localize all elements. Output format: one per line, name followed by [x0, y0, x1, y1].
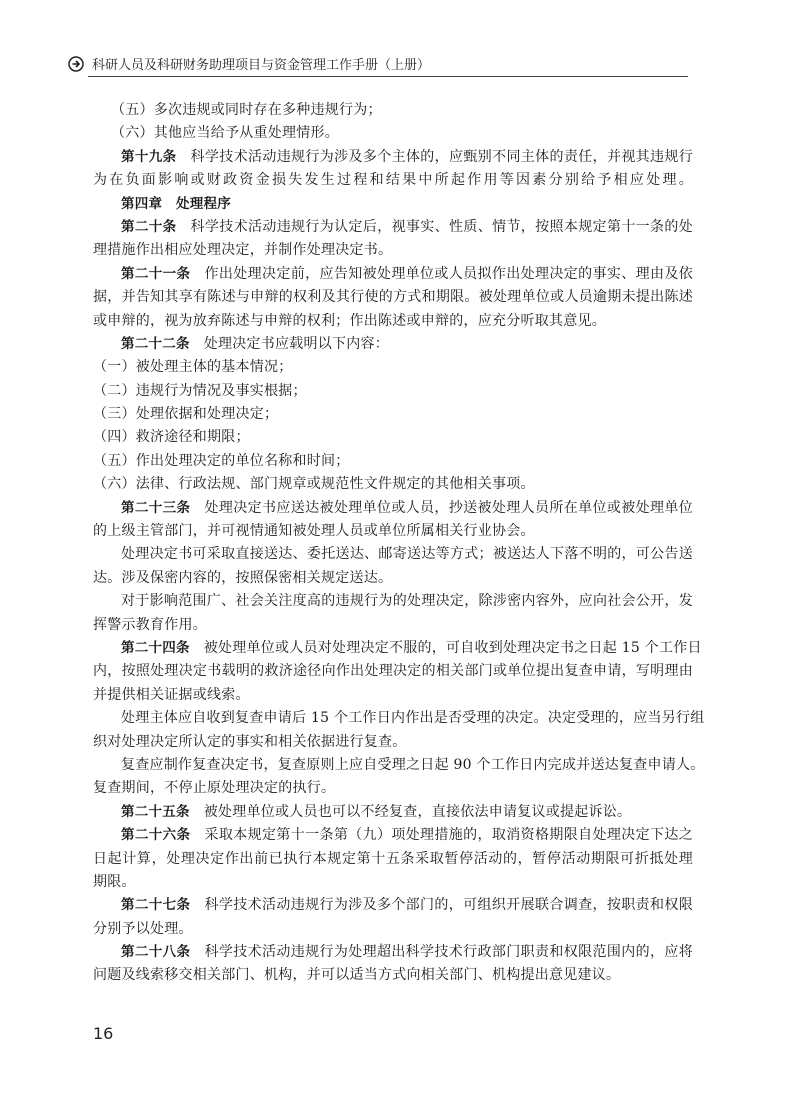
- text-line: 处理主体应自收到复查申请后 15 个工作日内作出是否受理的决定。决定受理的，应当另行组: [121, 710, 705, 727]
- text-line: 被处理单位或人员也可以不经复查，直接依法申请复议或提起诉讼。: [203, 803, 632, 820]
- text-line: 对于影响范围广、社会关注度高的违规行为的处理决定，除涉密内容外，应向社会公开，发: [121, 593, 693, 610]
- page-body: [93, 99, 705, 988]
- article-number: 第二十二条: [121, 335, 190, 352]
- text-line: 达。涉及保密内容的，按照保密相关规定送达。: [93, 569, 393, 586]
- article-line: [93, 894, 693, 917]
- article-line: [93, 637, 702, 660]
- text-line: 科学技术活动违规行为处理超出科学技术行政部门职责和权限范围内的，应将: [204, 944, 693, 961]
- text-line: 挥警示教育作用。: [93, 616, 207, 633]
- list-item: （四）救济途径和期限；: [93, 429, 250, 446]
- list-item: （二）违规行为情况及事实根据；: [93, 382, 307, 399]
- page-number: 16: [93, 1024, 114, 1043]
- chapter-heading: 第四章 处理程序: [121, 195, 231, 212]
- article-line: [93, 497, 693, 520]
- text-line: 采取本规定第十一条第（九）项处理措施的，取消资格期限自处理决定下达之: [204, 827, 693, 844]
- article-number: 第二十三条: [121, 499, 191, 516]
- header-rule: [88, 76, 688, 77]
- text-line: 复查应制作复查决定书，复查原则上应自受理之日起 90 个工作日内完成并送达复查申请人。: [121, 756, 705, 773]
- text-line: 问题及线索移交相关部门、机构，并可以适当方式向相关部门、机构提出意见建议。: [93, 967, 621, 984]
- article-number: 第二十六条: [121, 827, 191, 844]
- text-line: 作出处理决定前，应告知被处理单位或人员拟作出处理决定的事实、理由及依: [204, 265, 693, 282]
- text-line: （六）其他应当给予从重处理情形。: [111, 125, 339, 142]
- text-line: 科学技术活动违规行为涉及多个部门的，可组织开展联合调查，按职责和权限: [204, 897, 693, 914]
- text-line: 日起计算，处理决定作出前已执行本规定第十五条采取暂停活动的，暂停活动期限可折抵处理: [93, 850, 693, 867]
- article-number: 第二十七条: [121, 897, 191, 914]
- text-line: 处理决定书应送达被处理单位或人员，抄送被处理人员所在单位或被处理单位: [204, 499, 693, 516]
- article-number: 第二十四条: [121, 639, 190, 656]
- article-line: [93, 801, 693, 824]
- text-line: 并提供相关证据或线索。: [93, 686, 250, 703]
- article-line: [93, 333, 693, 356]
- text-line: 处理决定书应载明以下内容：: [203, 335, 389, 352]
- list-item: （五）作出处理决定的单位名称和时间；: [93, 452, 350, 469]
- article-number: 第十九条: [121, 148, 177, 165]
- article-line: [93, 216, 693, 239]
- article-number: 第二十五条: [121, 803, 190, 820]
- running-header: [68, 52, 688, 78]
- text-line: 织对处理决定所认定的事实和相关依据进行复查。: [93, 733, 407, 750]
- article-line: [93, 263, 693, 286]
- article-line: [93, 941, 693, 964]
- article-line: [93, 146, 693, 169]
- text-line: 被处理单位或人员对处理决定不服的，可自收到处理决定书之日起 15 个工作日: [203, 639, 702, 656]
- list-item: （一）被处理主体的基本情况；: [93, 359, 293, 376]
- article-line: [93, 824, 693, 847]
- text-line: 据，并告知其享有陈述与申辩的权利及其行使的方式和期限。被处理单位或人员逾期未提出陈述: [93, 289, 693, 306]
- text-line: 的上级主管部门，并可视情通知被处理人员或单位所属相关行业协会。: [93, 523, 535, 540]
- text-line: 科学技术活动违规行为涉及多个主体的，应甄别不同主体的责任，并视其违规行: [190, 148, 693, 165]
- circled-arrow-right-icon: [68, 56, 84, 72]
- text-line: 为在负面影响或财政资金损失发生过程和结果中所起作用等因素分别给予相应处理。: [93, 172, 693, 189]
- text-line: 科学技术活动违规行为认定后，视事实、性质、情节，按照本规定第十一条的处: [190, 218, 693, 235]
- text-line: 理措施作出相应处理决定，并制作处理决定书。: [93, 242, 393, 259]
- article-number: 第二十一条: [121, 265, 191, 282]
- header-title: 科研人员及科研财务助理项目与资金管理工作手册（上册）: [92, 58, 431, 73]
- text-line: 分别予以处理。: [93, 920, 193, 937]
- text-line: 期限。: [93, 873, 136, 890]
- text-line: 处理决定书可采取直接送达、委托送达、邮寄送达等方式；被送达人下落不明的，可公告送: [121, 546, 693, 563]
- article-number: 第二十八条: [121, 944, 191, 961]
- text-line: 或申辩的，视为放弃陈述与申辩的权利；作出陈述或申辩的，应充分听取其意见。: [93, 312, 606, 329]
- text-line: （五）多次违规或同时存在多种违规行为；: [111, 102, 382, 118]
- list-item: （三）处理依据和处理决定；: [93, 406, 279, 423]
- article-number: 第二十条: [121, 218, 177, 235]
- text-line: 内，按照处理决定书载明的救济途径向作出处理决定的相关部门或单位提出复查申请，写明理由: [93, 663, 693, 680]
- list-item: （六）法律、行政法规、部门规章或规范性文件规定的其他相关事项。: [93, 476, 535, 493]
- text-line: 复查期间，不停止原处理决定的执行。: [93, 780, 336, 797]
